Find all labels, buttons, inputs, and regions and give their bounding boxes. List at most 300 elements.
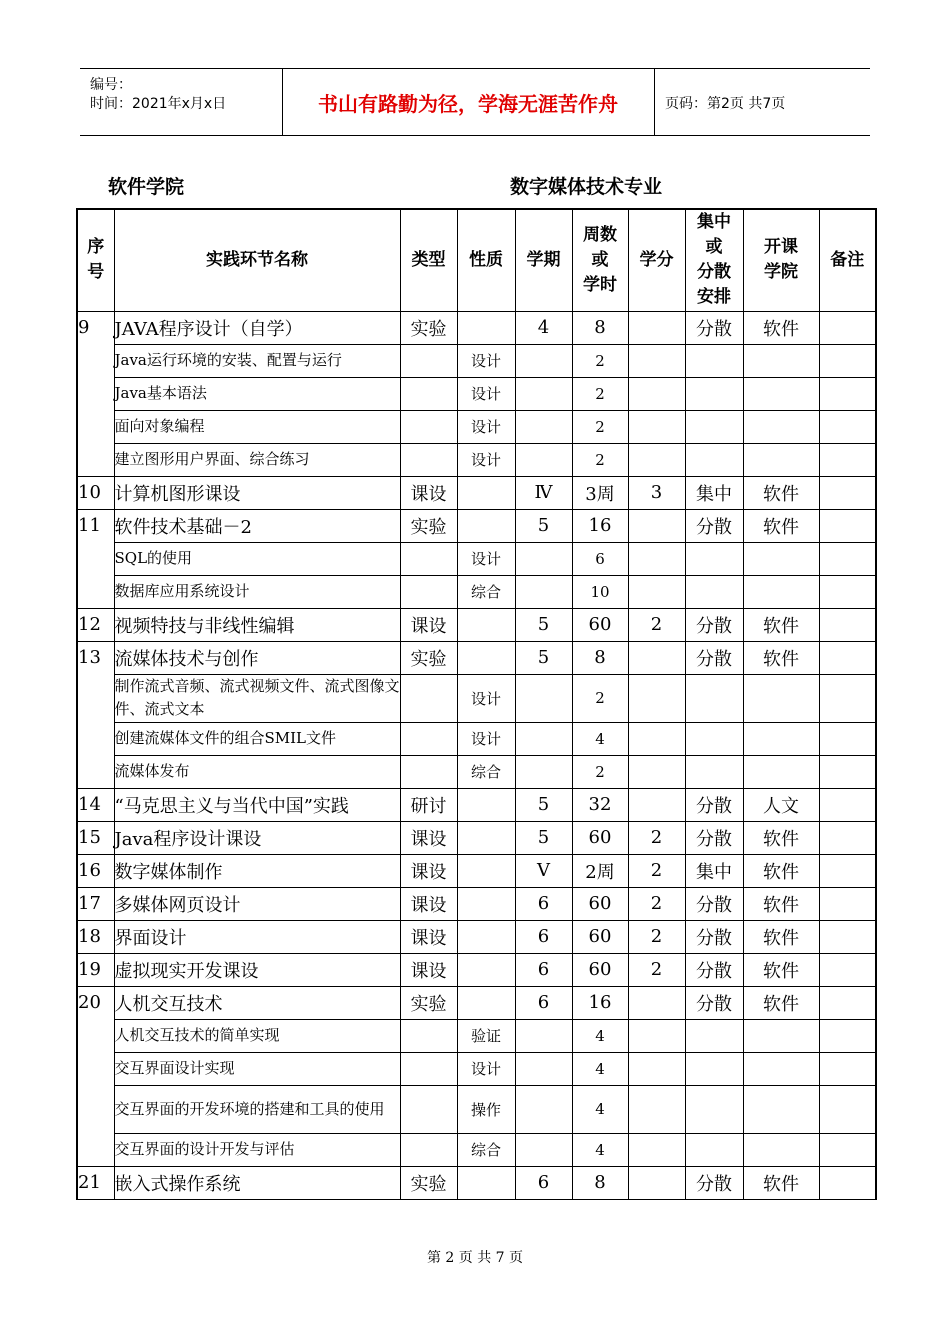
hours-cell: 60: [572, 953, 628, 986]
hours-cell: 8: [572, 1166, 628, 1199]
type-cell: [400, 1052, 457, 1085]
hours-cell: 16: [572, 509, 628, 542]
type-cell: [400, 443, 457, 476]
sub-table-row: [77, 1085, 876, 1133]
note-cell: [819, 1052, 876, 1085]
sub-table-row: [77, 410, 876, 443]
nature-cell: [457, 788, 515, 821]
college-cell: 人文: [743, 788, 819, 821]
seq-cell: 12: [77, 608, 114, 641]
term-cell: Ⅳ: [515, 476, 572, 509]
type-cell: [400, 575, 457, 608]
credit-cell: [628, 788, 685, 821]
name-cell: 交互界面的设计开发与评估: [114, 1133, 400, 1166]
credit-cell: [628, 1133, 685, 1166]
name-cell: 人机交互技术的简单实现: [114, 1019, 400, 1052]
term-cell: [515, 377, 572, 410]
name-cell: 建立图形用户界面、综合练习: [114, 443, 400, 476]
type-cell: [400, 722, 457, 755]
nature-cell: [457, 608, 515, 641]
type-cell: [400, 410, 457, 443]
credit-cell: 2: [628, 887, 685, 920]
arrange-cell: [685, 1133, 743, 1166]
nature-cell: [457, 476, 515, 509]
term-cell: 6: [515, 986, 572, 1019]
hours-cell: 2周: [572, 854, 628, 887]
col-name: 实践环节名称: [114, 209, 400, 311]
type-cell: 课设: [400, 953, 457, 986]
credit-cell: 2: [628, 920, 685, 953]
term-cell: [515, 410, 572, 443]
term-cell: 5: [515, 608, 572, 641]
term-cell: 6: [515, 953, 572, 986]
credit-cell: [628, 344, 685, 377]
seq-cell: [77, 674, 114, 722]
note-cell: [819, 311, 876, 344]
arrange-cell: 集中: [685, 854, 743, 887]
nature-cell: [457, 887, 515, 920]
arrange-cell: 分散: [685, 953, 743, 986]
college-cell: 软件: [743, 509, 819, 542]
name-cell: 交互界面设计实现: [114, 1052, 400, 1085]
col-nature: 性质: [457, 209, 515, 311]
arrange-cell: [685, 344, 743, 377]
hours-cell: 60: [572, 887, 628, 920]
term-cell: 6: [515, 1166, 572, 1199]
sub-table-row: [77, 575, 876, 608]
note-cell: [819, 953, 876, 986]
note-cell: [819, 887, 876, 920]
note-cell: [819, 575, 876, 608]
hours-cell: 4: [572, 1052, 628, 1085]
credit-cell: [628, 542, 685, 575]
number-label: 编号：: [90, 77, 132, 93]
name-cell: SQL的使用: [114, 542, 400, 575]
hours-cell: 2: [572, 755, 628, 788]
hours-cell: 2: [572, 410, 628, 443]
credit-cell: [628, 1085, 685, 1133]
seq-cell: 15: [77, 821, 114, 854]
nature-cell: 设计: [457, 377, 515, 410]
college-cell: 软件: [743, 311, 819, 344]
name-cell: 多媒体网页设计: [114, 887, 400, 920]
col-type: 类型: [400, 209, 457, 311]
credit-cell: 2: [628, 854, 685, 887]
seq-cell: [77, 377, 114, 410]
note-cell: [819, 377, 876, 410]
college-cell: [743, 1052, 819, 1085]
sub-table-row: [77, 755, 876, 788]
note-cell: [819, 641, 876, 674]
credit-cell: [628, 755, 685, 788]
hours-cell: 60: [572, 920, 628, 953]
arrange-cell: 分散: [685, 641, 743, 674]
seq-cell: [77, 443, 114, 476]
type-cell: [400, 755, 457, 788]
hours-cell: 2: [572, 443, 628, 476]
arrange-cell: 分散: [685, 509, 743, 542]
table-row: [77, 1166, 876, 1199]
term-cell: [515, 542, 572, 575]
arrange-cell: 分散: [685, 920, 743, 953]
credit-cell: [628, 641, 685, 674]
college-cell: 软件: [743, 986, 819, 1019]
credit-cell: [628, 509, 685, 542]
hours-cell: 6: [572, 542, 628, 575]
type-cell: [400, 1133, 457, 1166]
note-cell: [819, 854, 876, 887]
hours-cell: 4: [572, 722, 628, 755]
credit-cell: [628, 575, 685, 608]
seq-cell: 11: [77, 509, 114, 542]
arrange-cell: 分散: [685, 821, 743, 854]
credit-cell: [628, 986, 685, 1019]
type-cell: 实验: [400, 641, 457, 674]
type-cell: 实验: [400, 986, 457, 1019]
sub-table-row: [77, 1133, 876, 1166]
nature-cell: [457, 311, 515, 344]
name-cell: Java运行环境的安装、配置与运行: [114, 344, 400, 377]
seq-cell: 21: [77, 1166, 114, 1199]
name-cell: 数字媒体制作: [114, 854, 400, 887]
college-cell: 软件: [743, 608, 819, 641]
sub-table-row: [77, 443, 876, 476]
note-cell: [819, 443, 876, 476]
college-cell: [743, 674, 819, 722]
college-cell: [743, 443, 819, 476]
seq-cell: 16: [77, 854, 114, 887]
hours-cell: 2: [572, 377, 628, 410]
arrange-cell: [685, 575, 743, 608]
nature-cell: 综合: [457, 575, 515, 608]
note-cell: [819, 410, 876, 443]
sub-table-row: [77, 1019, 876, 1052]
type-cell: 课设: [400, 476, 457, 509]
name-cell: 虚拟现实开发课设: [114, 953, 400, 986]
type-cell: 课设: [400, 608, 457, 641]
note-cell: [819, 1166, 876, 1199]
seq-cell: [77, 755, 114, 788]
credit-cell: [628, 1052, 685, 1085]
seq-cell: 9: [77, 311, 114, 344]
name-cell: JAVA程序设计（自学）: [114, 311, 400, 344]
nature-cell: 设计: [457, 443, 515, 476]
term-cell: [515, 1052, 572, 1085]
table-row: [77, 986, 876, 1019]
seq-cell: [77, 344, 114, 377]
credit-cell: [628, 377, 685, 410]
nature-cell: 综合: [457, 1133, 515, 1166]
credit-cell: 2: [628, 953, 685, 986]
college-cell: 软件: [743, 887, 819, 920]
type-cell: 实验: [400, 1166, 457, 1199]
college-cell: [743, 1019, 819, 1052]
nature-cell: 综合: [457, 755, 515, 788]
practice-table: [76, 208, 877, 1200]
college-cell: [743, 722, 819, 755]
term-cell: [515, 755, 572, 788]
time-label: 时间：2021年x月x日: [90, 96, 227, 112]
term-cell: [515, 722, 572, 755]
type-cell: [400, 1085, 457, 1133]
credit-cell: 3: [628, 476, 685, 509]
type-cell: [400, 377, 457, 410]
name-cell: “马克思主义与当代中国”实践: [114, 788, 400, 821]
hours-cell: 2: [572, 344, 628, 377]
header-meta: [80, 69, 283, 135]
term-cell: 5: [515, 821, 572, 854]
arrange-cell: [685, 443, 743, 476]
name-cell: 制作流式音频、流式视频文件、流式图像文件、流式文本: [114, 674, 400, 722]
seq-cell: [77, 1085, 114, 1133]
term-cell: [515, 443, 572, 476]
credit-cell: 2: [628, 821, 685, 854]
name-cell: 视频特技与非线性编辑: [114, 608, 400, 641]
hours-cell: 4: [572, 1133, 628, 1166]
credit-cell: [628, 674, 685, 722]
arrange-cell: [685, 755, 743, 788]
page-header: [80, 68, 870, 136]
name-cell: 嵌入式操作系统: [114, 1166, 400, 1199]
table-row: [77, 509, 876, 542]
note-cell: [819, 344, 876, 377]
note-cell: [819, 1085, 876, 1133]
arrange-cell: [685, 377, 743, 410]
sub-table-row: [77, 1052, 876, 1085]
credit-cell: [628, 311, 685, 344]
college-cell: 软件: [743, 476, 819, 509]
seq-cell: [77, 1019, 114, 1052]
nature-cell: 设计: [457, 542, 515, 575]
college-cell: [743, 344, 819, 377]
credit-cell: [628, 410, 685, 443]
name-cell: 人机交互技术: [114, 986, 400, 1019]
type-cell: 实验: [400, 509, 457, 542]
type-cell: 课设: [400, 920, 457, 953]
note-cell: [819, 1133, 876, 1166]
seq-cell: [77, 410, 114, 443]
table-row: [77, 476, 876, 509]
note-cell: [819, 1019, 876, 1052]
seq-cell: [77, 1052, 114, 1085]
sub-table-row: [77, 674, 876, 722]
name-cell: 面向对象编程: [114, 410, 400, 443]
arrange-cell: [685, 1085, 743, 1133]
note-cell: [819, 821, 876, 854]
nature-cell: 操作: [457, 1085, 515, 1133]
nature-cell: [457, 986, 515, 1019]
college-cell: 软件: [743, 854, 819, 887]
arrange-cell: 分散: [685, 788, 743, 821]
term-cell: Ⅴ: [515, 854, 572, 887]
term-cell: [515, 1019, 572, 1052]
hours-cell: 3周: [572, 476, 628, 509]
sub-table-row: [77, 722, 876, 755]
type-cell: 研讨: [400, 788, 457, 821]
table-row: [77, 854, 876, 887]
seq-cell: [77, 722, 114, 755]
hours-cell: 60: [572, 821, 628, 854]
col-seq: 序 号: [77, 209, 114, 311]
term-cell: 4: [515, 311, 572, 344]
name-cell: 流媒体发布: [114, 755, 400, 788]
nature-cell: 设计: [457, 674, 515, 722]
term-cell: 5: [515, 509, 572, 542]
note-cell: [819, 542, 876, 575]
credit-cell: [628, 1019, 685, 1052]
seq-cell: [77, 542, 114, 575]
college-cell: 软件: [743, 821, 819, 854]
name-cell: Java程序设计课设: [114, 821, 400, 854]
seq-cell: 19: [77, 953, 114, 986]
page-info: 页码：第2页 共7页: [665, 96, 786, 112]
nature-cell: [457, 821, 515, 854]
term-cell: [515, 1085, 572, 1133]
arrange-cell: 分散: [685, 608, 743, 641]
term-cell: 5: [515, 641, 572, 674]
arrange-cell: 集中: [685, 476, 743, 509]
college-cell: 软件: [743, 1166, 819, 1199]
type-cell: [400, 344, 457, 377]
table-row: [77, 821, 876, 854]
sub-table-row: [77, 344, 876, 377]
nature-cell: 设计: [457, 1052, 515, 1085]
term-cell: [515, 344, 572, 377]
college-cell: 软件: [743, 953, 819, 986]
arrange-cell: 分散: [685, 1166, 743, 1199]
term-cell: [515, 575, 572, 608]
seq-cell: 18: [77, 920, 114, 953]
term-cell: [515, 1133, 572, 1166]
hours-cell: 16: [572, 986, 628, 1019]
nature-cell: 设计: [457, 344, 515, 377]
college-cell: [743, 377, 819, 410]
table-row: [77, 641, 876, 674]
seq-cell: 17: [77, 887, 114, 920]
name-cell: 软件技术基础－2: [114, 509, 400, 542]
hours-cell: 8: [572, 641, 628, 674]
note-cell: [819, 986, 876, 1019]
table-row: [77, 311, 876, 344]
table-row: [77, 788, 876, 821]
credit-cell: 2: [628, 608, 685, 641]
seq-cell: 13: [77, 641, 114, 674]
col-credit: 学分: [628, 209, 685, 311]
col-college: 开课 学院: [743, 209, 819, 311]
arrange-cell: [685, 410, 743, 443]
hours-cell: 2: [572, 674, 628, 722]
college-cell: 软件: [743, 641, 819, 674]
name-cell: 数据库应用系统设计: [114, 575, 400, 608]
nature-cell: [457, 854, 515, 887]
credit-cell: [628, 443, 685, 476]
nature-cell: [457, 953, 515, 986]
table-row: [77, 953, 876, 986]
hours-cell: 8: [572, 311, 628, 344]
nature-cell: 设计: [457, 722, 515, 755]
term-cell: [515, 674, 572, 722]
col-note: 备注: [819, 209, 876, 311]
table-row: [77, 887, 876, 920]
arrange-cell: [685, 1019, 743, 1052]
college-cell: [743, 755, 819, 788]
table-header-row: [77, 209, 876, 311]
term-cell: 6: [515, 887, 572, 920]
nature-cell: 设计: [457, 410, 515, 443]
note-cell: [819, 476, 876, 509]
note-cell: [819, 608, 876, 641]
note-cell: [819, 920, 876, 953]
motto: 书山有路勤为径，学海无涯苦作舟: [282, 69, 655, 135]
school-title: 软件学院: [108, 176, 185, 198]
type-cell: 课设: [400, 887, 457, 920]
seq-cell: 14: [77, 788, 114, 821]
hours-cell: 10: [572, 575, 628, 608]
col-hours: 周数 或 学时: [572, 209, 628, 311]
college-cell: [743, 542, 819, 575]
seq-cell: 10: [77, 476, 114, 509]
arrange-cell: [685, 542, 743, 575]
table-row: [77, 608, 876, 641]
name-cell: 界面设计: [114, 920, 400, 953]
arrange-cell: [685, 1052, 743, 1085]
hours-cell: 4: [572, 1019, 628, 1052]
col-arrange: 集中 或 分散 安排: [685, 209, 743, 311]
type-cell: [400, 1019, 457, 1052]
college-cell: 软件: [743, 920, 819, 953]
seq-cell: [77, 575, 114, 608]
arrange-cell: 分散: [685, 887, 743, 920]
credit-cell: [628, 722, 685, 755]
arrange-cell: [685, 722, 743, 755]
sub-table-row: [77, 377, 876, 410]
note-cell: [819, 674, 876, 722]
name-cell: 流媒体技术与创作: [114, 641, 400, 674]
type-cell: 课设: [400, 821, 457, 854]
arrange-cell: [685, 674, 743, 722]
arrange-cell: 分散: [685, 986, 743, 1019]
note-cell: [819, 788, 876, 821]
type-cell: 课设: [400, 854, 457, 887]
note-cell: [819, 722, 876, 755]
page-footer: 第 2 页 共 7 页: [426, 1250, 524, 1266]
nature-cell: 验证: [457, 1019, 515, 1052]
term-cell: 5: [515, 788, 572, 821]
arrange-cell: 分散: [685, 311, 743, 344]
college-cell: [743, 1133, 819, 1166]
note-cell: [819, 509, 876, 542]
type-cell: [400, 542, 457, 575]
name-cell: 计算机图形课设: [114, 476, 400, 509]
hours-cell: 32: [572, 788, 628, 821]
col-term: 学期: [515, 209, 572, 311]
seq-cell: 20: [77, 986, 114, 1019]
note-cell: [819, 755, 876, 788]
type-cell: 实验: [400, 311, 457, 344]
term-cell: 6: [515, 920, 572, 953]
major-title: 数字媒体技术专业: [510, 176, 663, 198]
name-cell: 创建流媒体文件的组合SMIL文件: [114, 722, 400, 755]
credit-cell: [628, 1166, 685, 1199]
hours-cell: 60: [572, 608, 628, 641]
nature-cell: [457, 1166, 515, 1199]
table-row: [77, 920, 876, 953]
nature-cell: [457, 641, 515, 674]
college-cell: [743, 1085, 819, 1133]
name-cell: 交互界面的开发环境的搭建和工具的使用: [114, 1085, 400, 1133]
name-cell: Java基本语法: [114, 377, 400, 410]
nature-cell: [457, 920, 515, 953]
